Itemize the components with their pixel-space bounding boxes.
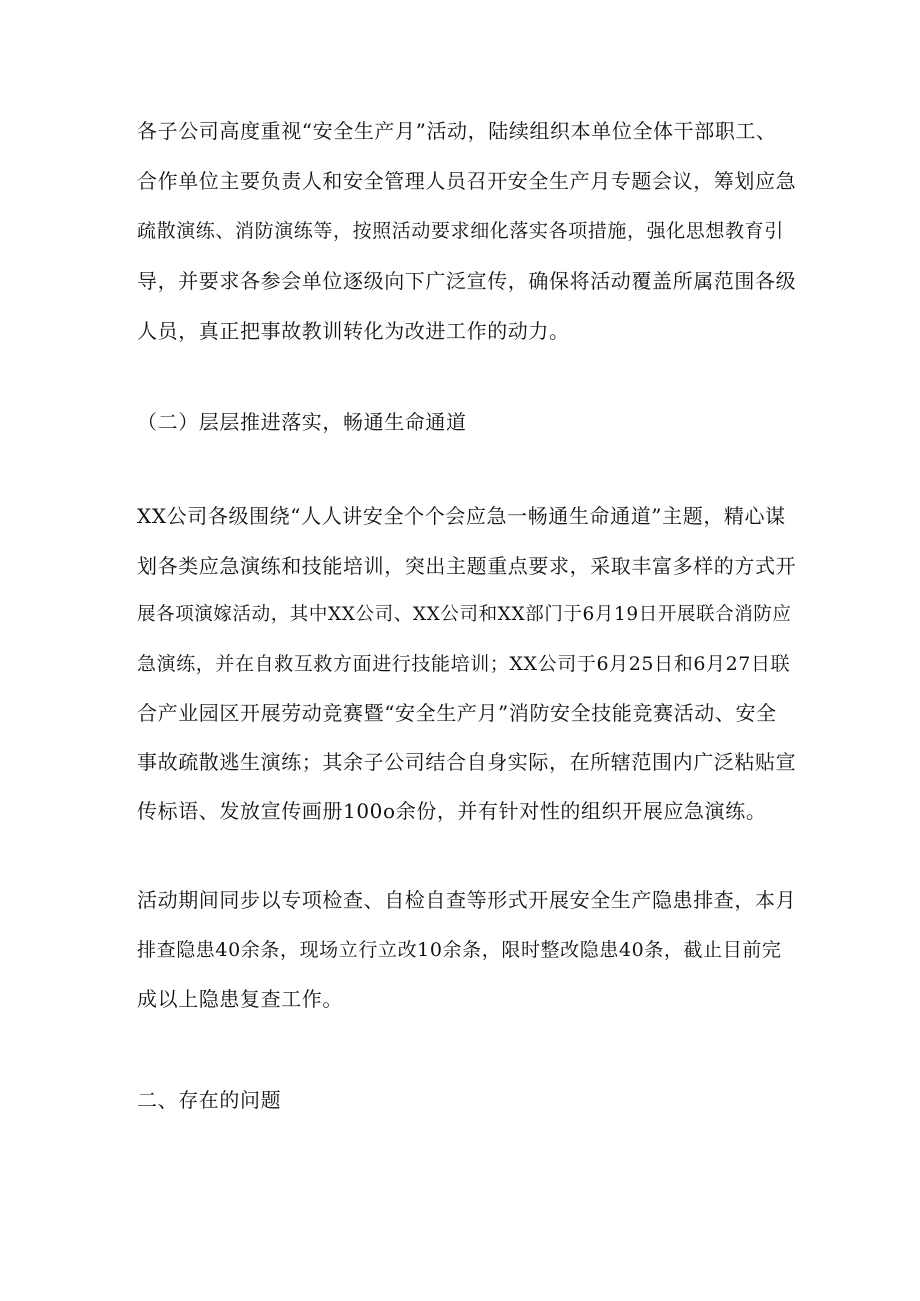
paragraph-1-line-1: 各子公司高度重视“安全生产月”活动，陆续组织本单位全体干部职工、 [137,119,777,143]
paragraph-3-line-1: 活动期间同步以专项检查、自检自查等形式开展安全生产隐患排查，本月 [137,888,797,912]
paragraph-1-line-4: 导，并要求各参会单位逐级向下广泛宣传，确保将活动覆盖所属范围各级 [137,269,797,293]
paragraph-3-line-3: 成以上隐患复查工作。 [137,987,343,1011]
paragraph-2-line-5: 合产业园区开展劳动竞赛暨“安全生产月”消防安全技能竞赛活动、安全 [137,701,777,725]
paragraph-2-line-7: 传标语、发放宣传画册100o余份，并有针对性的组织开展应急演练。 [137,799,767,823]
paragraph-2-line-1: XX公司各级围绕“人人讲安全个个会应急一畅通生命通道”主题，精心谋 [137,504,786,528]
paragraph-1-line-3: 疏散演练、消防演练等，按照活动要求细化落实各项措施，强化思想教育引 [137,220,784,242]
paragraph-2-line-4: 急演练，并在自救互救方面进行技能培训；XX公司于6月25日和6月27日联 [137,653,791,675]
section-heading: 二、存在的问题 [137,1088,282,1112]
paragraph-2-line-3: 展各项演嫁活动，其中XX公司、XX公司和XX部门于6月19日开展联合消防应 [137,604,792,625]
paragraph-1-line-2: 合作单位主要负责人和安全管理人员召开安全生产月专题会议，筹划应急 [137,169,797,193]
paragraph-2-line-2: 划各类应急演练和技能培训，突出主题重点要求，采取丰富多样的方式开 [137,554,797,578]
paragraph-3-line-2: 排查隐患40余条，现场立行立改10余条，限时整改隐患40条，截止目前完 [137,939,782,961]
paragraph-1-line-5: 人员，真正把事故教训转化为改进工作的动力。 [137,319,570,343]
subsection-heading: （二）层层推进落实，畅通生命通道 [137,410,467,434]
paragraph-2-line-6: 事故疏散逃生演练；其余子公司结合自身实际，在所辖范围内广泛粘贴宣 [137,750,797,774]
